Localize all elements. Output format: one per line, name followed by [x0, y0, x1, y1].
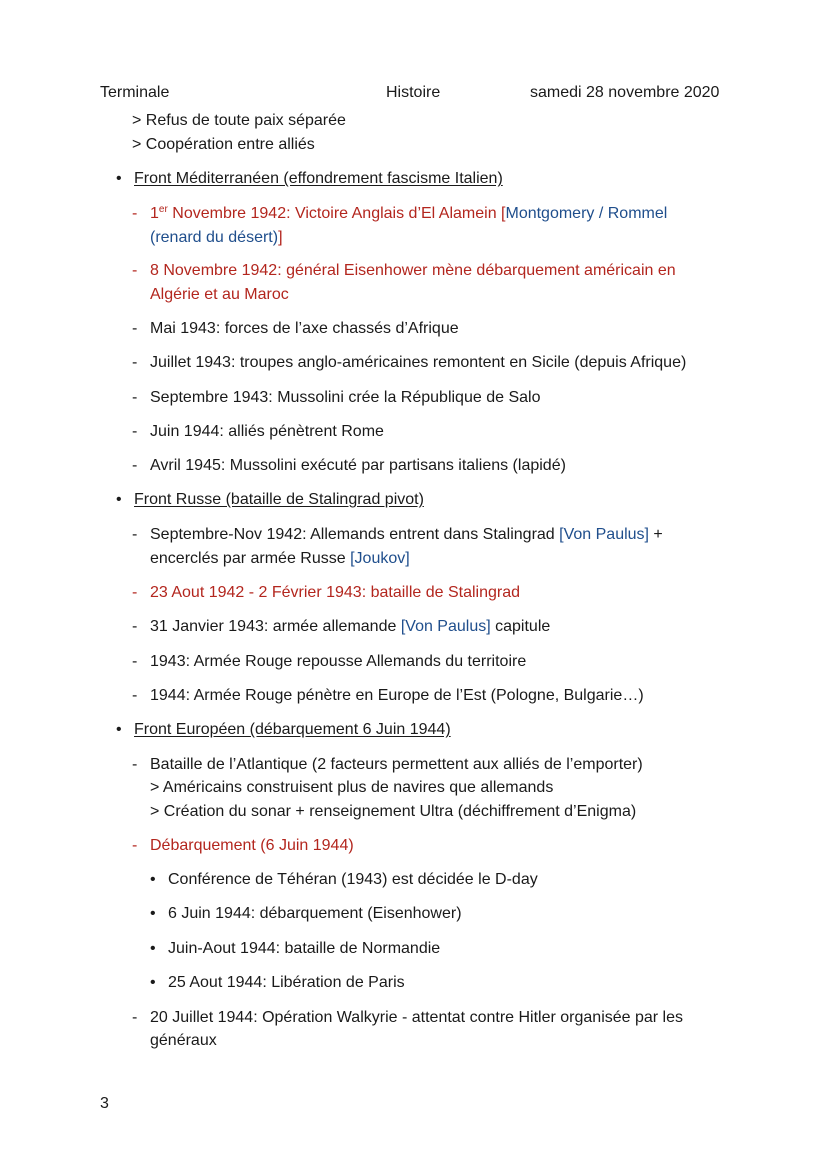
- dash-icon: -: [132, 687, 138, 704]
- list-item: - 20 Juillet 1944: Opération Walkyrie - attentat contre Hitler organisée par les: [132, 1006, 683, 1030]
- list-item: - Septembre-Nov 1942: Allemands entrent dans Stalingrad [Von Paulus] +: [132, 523, 663, 547]
- sub-bullet-item: • Conférence de Téhéran (1943) est décidée le D-day: [150, 868, 538, 892]
- section-heading: [116, 488, 424, 512]
- list-item: - 31 Janvier 1943: armée allemande [Von Paulus] capitule: [132, 615, 550, 639]
- bullet-icon: •: [150, 940, 156, 957]
- dash-icon: -: [132, 526, 138, 543]
- sub-bullet-item: • Juin-Aout 1944: bataille de Normandie: [150, 937, 440, 961]
- dash-icon: -: [132, 389, 138, 406]
- list-item: - 8 Novembre 1942: général Eisenhower mène débarquement américain en: [132, 259, 676, 283]
- list-item: - Juillet 1943: troupes anglo-américaines remontent en Sicile (depuis Afrique): [132, 351, 686, 375]
- list-item-continuation: généraux: [150, 1032, 217, 1049]
- list-item: - Mai 1943: forces de l’axe chassés d’Afrique: [132, 317, 459, 341]
- list-item: - 1944: Armée Rouge pénètre en Europe de l’Est (Pologne, Bulgarie…): [132, 684, 644, 708]
- section-heading: [116, 167, 503, 191]
- dash-icon: -: [132, 205, 138, 222]
- dash-icon: -: [132, 837, 138, 854]
- list-item-sub: > Création du sonar + renseignement Ultra (déchiffrement d’Enigma): [150, 803, 637, 820]
- section-title: Front Méditerranéen (effondrement fascisme Italien): [134, 170, 503, 187]
- dash-icon: -: [132, 320, 138, 337]
- list-item: - Bataille de l’Atlantique (2 facteurs permettent aux alliés de l’emporter): [132, 753, 643, 777]
- dash-icon: -: [132, 584, 138, 601]
- dash-icon: -: [132, 618, 138, 635]
- page-number: 3: [100, 1095, 109, 1112]
- sub-bullet-item: • 25 Aout 1944: Libération de Paris: [150, 971, 405, 995]
- section-title: Front Européen (débarquement 6 Juin 1944): [134, 721, 451, 738]
- bullet-icon: •: [150, 905, 156, 922]
- list-item: - 1943: Armée Rouge repousse Allemands du territoire: [132, 650, 526, 674]
- header-course: Terminale: [100, 84, 170, 101]
- bullet-icon: •: [150, 871, 156, 888]
- dash-icon: -: [132, 653, 138, 670]
- header-subject: Histoire: [386, 84, 441, 101]
- list-item-sub: > Américains construisent plus de navires que allemands: [150, 779, 554, 796]
- list-item: - Débarquement (6 Juin 1944): [132, 834, 354, 858]
- dash-icon: -: [132, 756, 138, 773]
- dash-icon: -: [132, 423, 138, 440]
- list-item-continuation: (renard du désert)]: [150, 229, 283, 246]
- intro-line: > Refus de toute paix séparée: [132, 112, 346, 129]
- list-item: - 23 Aout 1942 - 2 Février 1943: bataille de Stalingrad: [132, 581, 520, 605]
- section-heading: [116, 718, 451, 742]
- list-item: - Avril 1945: Mussolini exécuté par partisans italiens (lapidé): [132, 454, 566, 478]
- list-item: - Septembre 1943: Mussolini crée la République de Salo: [132, 386, 540, 410]
- header-date: samedi 28 novembre 2020: [530, 84, 720, 101]
- dash-icon: -: [132, 1009, 138, 1026]
- dash-icon: -: [132, 262, 138, 279]
- list-item-continuation: encerclés par armée Russe [Joukov]: [150, 550, 410, 567]
- bullet-icon: •: [116, 721, 122, 738]
- bullet-icon: •: [116, 491, 122, 508]
- dash-icon: -: [132, 354, 138, 371]
- section-title: Front Russe (bataille de Stalingrad pivot): [134, 491, 424, 508]
- bullet-icon: •: [116, 170, 122, 187]
- bullet-icon: •: [150, 974, 156, 991]
- list-item: - Juin 1944: alliés pénètrent Rome: [132, 420, 384, 444]
- list-item: - 1er Novembre 1942: Victoire Anglais d’El Alamein [Montgomery / Rommel: [132, 202, 667, 226]
- sub-bullet-item: • 6 Juin 1944: débarquement (Eisenhower): [150, 902, 462, 926]
- list-item-continuation: Algérie et au Maroc: [150, 286, 289, 303]
- intro-line: > Coopération entre alliés: [132, 136, 315, 153]
- dash-icon: -: [132, 457, 138, 474]
